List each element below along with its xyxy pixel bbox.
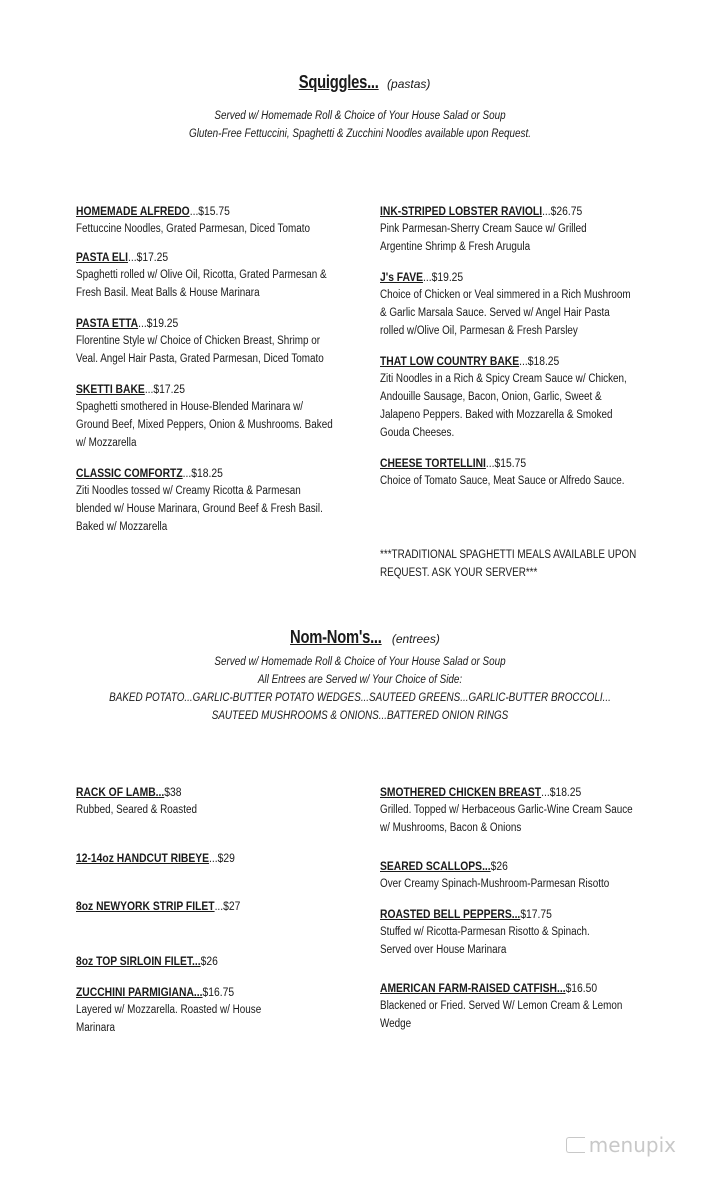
item-name: PASTA ETTA [76, 316, 139, 330]
menu-item [76, 248, 368, 302]
menupix-watermark [566, 1133, 676, 1157]
entrees-right-column [380, 783, 680, 1045]
desc-line: Andouille Sausage, Bacon, Onion, Garlic, Sweet & [380, 391, 602, 403]
pastas-intro [50, 107, 669, 143]
entrees-intro-line: Served w/ Homemade Roll & Choice of Your House Salad or Soup [214, 656, 506, 668]
item-name: 8oz TOP SIRLOIN FILET... [76, 954, 201, 968]
entrees-title: Nom-Nom's... [290, 627, 382, 647]
item-name: HOMEMADE ALFREDO [76, 204, 190, 218]
desc-line: Stuffed w/ Ricotta-Parmesan Risotto & Spinach. [380, 926, 590, 938]
menu-item [380, 268, 672, 340]
item-price: ...$15.75 [189, 204, 230, 218]
desc-line: Marinara [76, 1022, 116, 1034]
item-description [380, 286, 672, 340]
item-price: ...$15.75 [485, 456, 527, 470]
item-name: ZUCCHINI PARMIGIANA... [76, 985, 203, 999]
menu-item [380, 454, 672, 490]
desc-line: Over Creamy Spinach-Mushroom-Parmesan Risotto [380, 878, 610, 890]
item-price: ...$18.25 [519, 354, 560, 368]
entrees-intro-line: BAKED POTATO...GARLIC-BUTTER POTATO WEDGES...SAUTEED GREENS...GARLIC-BUTTER BROCCOLI... [109, 692, 611, 704]
item-description [380, 923, 672, 959]
desc-line: Baked w/ Mozzarella [76, 521, 168, 533]
item-description [76, 398, 368, 452]
item-description [380, 472, 672, 490]
spaghetti-note [380, 546, 672, 582]
menu-item [76, 983, 368, 1037]
entrees-intro-line: All Entrees are Served w/ Your Choice of Side: [257, 674, 463, 686]
desc-line: Served over House Marinara [380, 944, 507, 956]
desc-line: Ziti Noodles in a Rich & Spicy Cream Sauce w/ Chicken, [380, 373, 627, 385]
desc-line: Ziti Noodles tossed w/ Creamy Ricotta & Parmesan [76, 485, 301, 497]
entrees-header [0, 627, 720, 648]
menu-item [76, 202, 368, 238]
item-description [76, 1001, 368, 1037]
menu-item [76, 952, 368, 970]
menu-item [76, 464, 368, 536]
item-price: ...$17.25 [127, 250, 169, 264]
item-price: ...$19.25 [138, 316, 179, 330]
entrees-left-column [76, 783, 376, 1049]
item-description [76, 332, 368, 368]
item-name: AMERICAN FARM-RAISED CATFISH... [380, 981, 566, 995]
item-description [76, 220, 368, 238]
desc-line: Fresh Basil. Meat Balls & House Marinara [76, 287, 260, 299]
item-price: ...$18.25 [182, 466, 223, 480]
menu-item [76, 314, 368, 368]
item-name: INK-STRIPED LOBSTER RAVIOLI [380, 204, 543, 218]
desc-line: & Garlic Marsala Sauce. Served w/ Angel Hair Pasta [380, 307, 610, 319]
item-description [76, 801, 368, 819]
item-name: SKETTI BAKE [76, 382, 145, 396]
item-name: THAT LOW COUNTRY BAKE [380, 354, 520, 368]
entrees-subtitle: (entrees) [391, 632, 440, 646]
desc-line: Jalapeno Peppers. Baked with Mozzarella & Smoked [380, 409, 613, 421]
desc-line: Gouda Cheeses. [380, 427, 455, 439]
item-price: ...$26.75 [542, 204, 583, 218]
menu-item [76, 380, 368, 452]
item-price: $26 [200, 954, 218, 968]
menu-item [76, 849, 368, 867]
entrees-intro-line: SAUTEED MUSHROOMS & ONIONS...BATTERED ONION RINGS [211, 710, 509, 722]
menu-item [76, 897, 368, 915]
item-name: 8oz NEWYORK STRIP FILET [76, 899, 215, 913]
desc-line: Layered w/ Mozzarella. Roasted w/ House [76, 1004, 262, 1016]
item-price: $16.75 [202, 985, 235, 999]
item-price: $38 [164, 785, 182, 799]
item-name: J's FAVE [380, 270, 423, 284]
item-price: $26 [490, 859, 508, 873]
watermark-text: menupix [588, 1133, 676, 1157]
pastas-title: Squiggles... [298, 72, 379, 92]
desc-line: Florentine Style w/ Choice of Chicken Breast, Shrimp or [76, 335, 321, 347]
item-description [380, 370, 672, 442]
item-name: SMOTHERED CHICKEN BREAST [380, 785, 542, 799]
desc-line: Ground Beef, Mixed Peppers, Onion & Mushrooms. Baked [76, 419, 333, 431]
desc-line: Veal. Angel Hair Pasta, Grated Parmesan, Diced Tomato [76, 353, 324, 365]
item-name: SEARED SCALLOPS... [380, 859, 491, 873]
desc-line: Argentine Shrimp & Fresh Arugula [380, 241, 531, 253]
desc-line: Spaghetti smothered in House-Blended Marinara w/ [76, 401, 304, 413]
item-price: ...$29 [209, 851, 235, 865]
item-description [76, 482, 368, 536]
desc-line: rolled w/Olive Oil, Parmesan & Fresh Parsley [380, 325, 578, 337]
pastas-intro-line: Gluten-Free Fettuccini, Spaghetti & Zucchini Noodles available upon Request. [189, 128, 531, 140]
desc-line: Rubbed, Seared & Roasted [76, 804, 197, 816]
item-price: ...$17.25 [144, 382, 185, 396]
item-name: ROASTED BELL PEPPERS... [380, 907, 521, 921]
note-line: REQUEST. ASK YOUR SERVER*** [380, 567, 538, 579]
menu-item [76, 783, 368, 819]
desc-line: Pink Parmesan-Sherry Cream Sauce w/ Grilled [380, 223, 587, 235]
note-line: ***TRADITIONAL SPAGHETTI MEALS AVAILABLE UPON [380, 549, 637, 561]
desc-line: Fettuccine Noodles, Grated Parmesan, Diced Tomato [76, 223, 311, 235]
desc-line: Grilled. Topped w/ Herbaceous Garlic-Wine Cream Sauce [380, 804, 633, 816]
desc-line: Spaghetti rolled w/ Olive Oil, Ricotta, Grated Parmesan & [76, 269, 327, 281]
item-name: RACK OF LAMB... [76, 785, 165, 799]
entrees-intro [50, 653, 669, 725]
desc-line: w/ Mushrooms, Bacon & Onions [380, 822, 522, 834]
desc-line: Wedge [380, 1018, 412, 1030]
menu-item [380, 202, 672, 256]
pastas-right-column [380, 202, 680, 502]
item-price: ...$27 [214, 899, 241, 913]
item-description [380, 997, 672, 1033]
menu-item [380, 857, 672, 893]
pastas-subtitle: (pastas) [387, 77, 431, 91]
pastas-left-column [76, 202, 376, 548]
desc-line: Blackened or Fried. Served W/ Lemon Cream & Lemon [380, 1000, 623, 1012]
item-description [380, 220, 672, 256]
item-price: ...$18.25 [541, 785, 582, 799]
desc-line: Choice of Tomato Sauce, Meat Sauce or Alfredo Sauce. [380, 475, 625, 487]
item-price: $17.75 [520, 907, 552, 921]
menu-item [380, 979, 672, 1033]
desc-line: Choice of Chicken or Veal simmered in a Rich Mushroom [380, 289, 631, 301]
pastas-intro-line: Served w/ Homemade Roll & Choice of Your House Salad or Soup [214, 110, 506, 122]
item-name: 12-14oz HANDCUT RIBEYE [76, 851, 210, 865]
menu-item [380, 783, 672, 837]
desc-line: w/ Mozzarella [76, 437, 137, 449]
item-name: CHEESE TORTELLINI [380, 456, 486, 470]
item-name: CLASSIC COMFORTZ [76, 466, 183, 480]
item-description [380, 875, 672, 893]
menu-item [380, 905, 672, 959]
menu-item [380, 352, 672, 442]
item-price: ...$19.25 [423, 270, 464, 284]
desc-line: blended w/ House Marinara, Ground Beef & Fresh Basil. [76, 503, 323, 515]
item-price: $16.50 [565, 981, 598, 995]
menupix-logo-icon [566, 1137, 585, 1153]
item-description [380, 801, 672, 837]
item-name: PASTA ELI [76, 250, 128, 264]
pastas-header [0, 72, 720, 93]
item-description [76, 266, 368, 302]
